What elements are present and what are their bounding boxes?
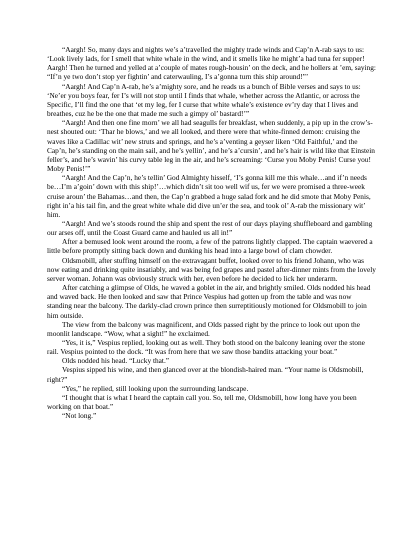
- paragraph-7: Oldsmobill, after stuffing himself on the extravagant buffet, looked over to his friend Johann, who was now eating and drinking quite insatiably, and was being fed grapes and pastel after-dinner mints from the lovely server woman. Johann was obviously struck with her, even before he decided to lick her underarm.: [47, 255, 376, 283]
- paragraph-10: “Yes, it is,” Vespius replied, looking out as well. They both stood on the balcony leaning over the stone rail. Vespius pointed to the dock. “It was from here that we saw those bandits attacking your boat.”: [47, 338, 365, 357]
- paragraph-4: “Aargh! And the Cap’n, he’s tellin’ God Almighty hisself, ‘I’s gonna kill me this whale…and if’n needs be…I’m a’goin’ down with this ship!’…which didn’t sit too well wif us, fer we were promised a three-week cruise aroun’ the Bahamas…and then, the Cap’n grabbed a huge salad fork and he did smote that Moby Penis, right in’a his tail fin, and the great white whale did dive un’er the sea, and took ol’ A-rab the missionary wit’ him.: [47, 173, 371, 219]
- paragraph-14: “I thought that is what I heard the captain call you. So, tell me, Oldsmobill, how long have you been working on that boat.”: [47, 392, 357, 412]
- paragraph-3: “Aargh! And then one fine morn’ we all had seagulls fer breakfast, when suddenly, a pip up in the crow’s-nest shouted out: ‘Thar he blows,’ and we all looked, and there were that white-finned demon: cruising the waves like a Cadillac wit’ new struts and springs, and he’s a’venting a geyser liken ‘Old Faithful,’ and the Cap’n, he’s standing on the main sail, and he’s yellin’, and he’s a’cursin’, and he’s hair is wild like that Einstein feller’s, and he’s wavin’ his curvy table leg in the air, and he’s screaming: ‘Curse you Moby Penis! Curse you! Moby Penis!’”: [47, 118, 375, 174]
- paragraph-9: The view from the balcony was magnificent, and Olds passed right by the prince to look out upon the moonlit landscape. “Wow, what a sight!” he exclaimed.: [47, 319, 360, 338]
- paragraph-1: “Aargh! So, many days and nights we’s a’travelled the mighty trade winds and Cap’n A-rab says to us: ‘Look lively lads, for I smell that white whale in the wind, and it smells like he might’a had tuna fer supper! Aargh! Then he turned and yelled at a’couple of mates rough-housin’ on the deck, and he hollers at ’em, saying: “If’n ye two don’t stop yer fightin’ and caterwauling, I’s a’gonna turn this ship around!”’: [47, 45, 376, 82]
- paragraph-2: “Aargh! And Cap’n A-rab, he’s a’mighty sore, and he reads us a bunch of Bible verses and says to us: ‘Ne’er you boys fear, fer I’s will not stop until I finds that whale, whether across the Atlantic, or across the Specific, I’ll find the one that ‘et my leg, fer I curse that white whale’s existence ev’ry day that I lives and breathes, cuz he be the one that made me such a gimpy ol’ bastard!’”: [47, 81, 361, 119]
- document-page: [47, 45, 377, 420]
- paragraph-6: After a bemused look went around the room, a few of the patrons lightly clapped. The captain waevered a little before promptly sitting back down and dunking his head into a large bowl of clam chowder.: [47, 237, 373, 256]
- paragraph-12: Vespius sipped his wine, and then glanced over at the blondish-haired man. “Your name is Oldsmobill, right?”: [47, 365, 364, 384]
- paragraph-11: Olds nodded his head. “Lucky that.”: [62, 356, 170, 366]
- paragraph-15: “Not long.”: [62, 411, 97, 421]
- paragraph-13: “Yes,” he replied, still looking upon the surrounding landscape.: [62, 383, 249, 393]
- paragraph-8: After catching a glimpse of Olds, he waved a goblet in the air, and brightly smiled. Olds nodded his head and waved back. He then looked and saw that Prince Vespius had gotten up from the table and was now standing near the balcony. The darkly-clad crown prince then surreptitiously motioned for Oldsmobill to join him outside.: [47, 283, 371, 320]
- paragraph-5: “Aargh! And we’s stoods round the ship and spent the rest of our days playing shuffleboard and gambling our arses off, until the Coast Guard came and hauled us all in!”: [47, 218, 373, 238]
